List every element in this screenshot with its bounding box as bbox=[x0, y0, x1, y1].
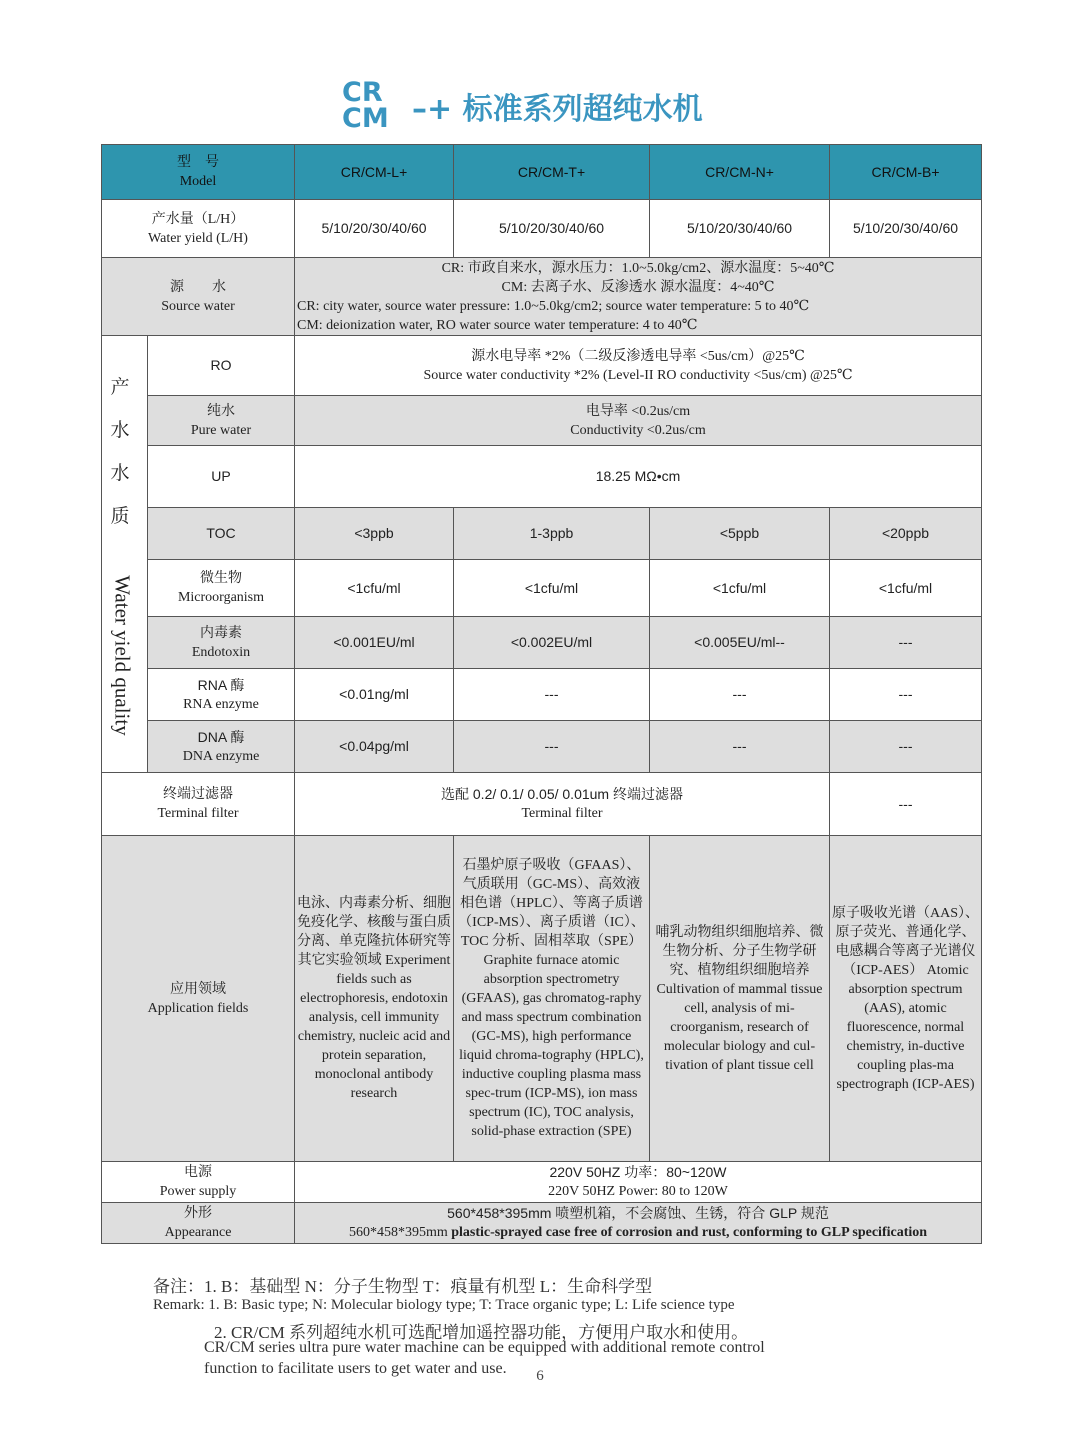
microorganism-value: <1cfu/ml bbox=[830, 560, 982, 617]
dna-row bbox=[102, 721, 982, 773]
water-yield-value: 5/10/20/30/40/60 bbox=[830, 200, 982, 258]
endotoxin-label: 内毒素 Endotoxin bbox=[148, 617, 295, 669]
microorganism-value: <1cfu/ml bbox=[295, 560, 454, 617]
model-label-cell: 型 号 Model bbox=[102, 145, 295, 200]
remark-2-en-a: CR/CM series ultra pure water machine can be equipped with additional remote control bbox=[204, 1339, 765, 1356]
microorganism-value: <1cfu/ml bbox=[650, 560, 830, 617]
power-label: 电源 Power supply bbox=[102, 1162, 295, 1203]
model-b: CR/CM-B+ bbox=[830, 145, 982, 200]
endotoxin-value: --- bbox=[830, 617, 982, 669]
water-yield-value: 5/10/20/30/40/60 bbox=[454, 200, 650, 258]
dna-label: DNA 酶 DNA enzyme bbox=[148, 721, 295, 773]
up-row bbox=[102, 446, 982, 508]
microorganism-value: <1cfu/ml bbox=[454, 560, 650, 617]
toc-value: <5ppb bbox=[650, 508, 830, 560]
water-quality-label-en: Water yield quality bbox=[110, 575, 135, 736]
logo-bottom: CM bbox=[342, 103, 389, 134]
water-yield-row bbox=[102, 200, 982, 258]
spec-table bbox=[101, 144, 982, 1244]
dna-value: <0.04pg/ml bbox=[295, 721, 454, 773]
logo-top: CR bbox=[342, 77, 383, 108]
terminal-filter-b-value: --- bbox=[830, 773, 982, 836]
rna-label: RNA 酶 RNA enzyme bbox=[148, 669, 295, 721]
toc-label: TOC bbox=[148, 508, 295, 560]
terminal-filter-row bbox=[102, 773, 982, 836]
endotoxin-value: <0.002EU/ml bbox=[454, 617, 650, 669]
cr-cm-logo bbox=[342, 77, 402, 134]
toc-value: 1-3ppb bbox=[454, 508, 650, 560]
source-water-value: CR: 市政自来水，源水压力：1.0~5.0kg/cm2、源水温度：5~40℃ CM: 去离子水、反渗透水 源水温度：4~40℃ CR: city water, source water pressure: 1.0~5.0kg/cm2; source water temperature: 5 to 40℃ CM: deionization water, RO water source water temperature: 4 to 40℃ bbox=[295, 258, 982, 336]
model-t: CR/CM-T+ bbox=[454, 145, 650, 200]
application-text-b: 原子吸收光谱（AAS）、原子荧光、普通化学、电感耦合等离子光谱仪（ICP-AES） Atomic absorption spectrum (AAS), atomic fluorescence, normal chemistry, in-ductive coupling plas-ma spectrograph (ICP-AES) bbox=[830, 836, 982, 1162]
dna-value: --- bbox=[454, 721, 650, 773]
rna-value: <0.01ng/ml bbox=[295, 669, 454, 721]
application-text-n: 哺乳动物组织细胞培养、微生物分析、分子生物学研究、植物组织细胞培养 Cultivation of mammal tissue cell, analysis of mi-croorganism, research of molecular biology and cul-tivation of plant tissue cell bbox=[650, 836, 830, 1162]
model-l: CR/CM-L+ bbox=[295, 145, 454, 200]
appearance-label: 外形 Appearance bbox=[102, 1203, 295, 1244]
water-yield-value: 5/10/20/30/40/60 bbox=[650, 200, 830, 258]
endotoxin-value: <0.001EU/ml bbox=[295, 617, 454, 669]
water-yield-value: 5/10/20/30/40/60 bbox=[295, 200, 454, 258]
microorganism-row bbox=[102, 560, 982, 617]
rna-value: --- bbox=[650, 669, 830, 721]
up-label: UP bbox=[148, 446, 295, 508]
remark-1-zh: 备注：1. B：基础型 N：分子生物型 T：痕量有机型 L：生命科学型 bbox=[153, 1277, 653, 1296]
ro-row bbox=[102, 336, 982, 396]
page-title: –+ 标准系列超纯水机 bbox=[412, 92, 703, 127]
appearance-row bbox=[102, 1203, 982, 1244]
ro-value: 源水电导率 *2%（二级反渗透电导率 <5us/cm）@25℃ Source water conductivity *2% (Level-II RO conductivity <5us/cm) @25℃ bbox=[295, 336, 982, 396]
water-quality-group bbox=[102, 336, 148, 773]
application-text-l: 电泳、内毒素分析、细胞免疫化学、核酸与蛋白质分离、单克隆抗体研究等其它实验领域 Experiment fields such as electrophoresis, endotoxin analysis, cell immunity chemistry, nucleic acid and protein separation, monoclonal antibody research bbox=[295, 836, 454, 1162]
water-yield-label: 产水量（L/H） Water yield (L/H) bbox=[102, 200, 295, 258]
pure-water-label: 纯水 Pure water bbox=[148, 396, 295, 446]
toc-value: <20ppb bbox=[830, 508, 982, 560]
terminal-filter-value: 选配 0.2/ 0.1/ 0.05/ 0.01um 终端过滤器 Terminal filter bbox=[295, 773, 830, 836]
pure-water-row bbox=[102, 396, 982, 446]
dna-value: --- bbox=[650, 721, 830, 773]
source-water-label: 源 水 Source water bbox=[102, 258, 295, 336]
remark-2-en-b: function to facilitate users to get water and use. bbox=[204, 1360, 507, 1377]
page-number: 6 bbox=[536, 1368, 544, 1384]
model-n: CR/CM-N+ bbox=[650, 145, 830, 200]
page-header bbox=[0, 78, 1080, 138]
power-value: 220V 50HZ 功率：80~120W 220V 50HZ Power: 80 to 120W bbox=[295, 1162, 982, 1203]
toc-row bbox=[102, 508, 982, 560]
water-quality-label-zh: 产水水质 bbox=[110, 377, 130, 527]
application-label: 应用领域 Application fields bbox=[102, 836, 295, 1162]
endotoxin-value: <0.005EU/ml-- bbox=[650, 617, 830, 669]
toc-value: <3ppb bbox=[295, 508, 454, 560]
rna-value: --- bbox=[454, 669, 650, 721]
application-text-t: 石墨炉原子吸收（GFAAS）、气质联用（GC-MS）、高效液相色谱（HPLC）、等离子质谱（ICP-MS）、离子质谱（IC）、TOC 分析、固相萃取（SPE） Graphite furnace atomic absorption spectrometry (GFAAS), gas chromatog-raphy and mass spectrum combination (GC-MS), high performance liquid chroma-tography (HPLC), inductive coupling plasma mass spec-trum (ICP-MS), ion mass spectrum (IC), TOC analysis, solid-phase extraction (SPE) bbox=[454, 836, 650, 1162]
header-row bbox=[102, 145, 982, 200]
rna-value: --- bbox=[830, 669, 982, 721]
remark-2-zh: 2. CR/CM 系列超纯水机可选配增加遥控器功能，方便用户取水和使用。 bbox=[214, 1323, 749, 1342]
ro-label: RO bbox=[148, 336, 295, 396]
power-row bbox=[102, 1162, 982, 1203]
appearance-value: 560*458*395mm 喷塑机箱，不会腐蚀、生锈，符合 GLP 规范 560*458*395mm plastic-sprayed case free of corrosion and rust, conforming to GLP specification bbox=[295, 1203, 982, 1244]
up-value: 18.25 MΩ•cm bbox=[295, 446, 982, 508]
microorganism-label: 微生物 Microorganism bbox=[148, 560, 295, 617]
pure-water-value: 电导率 <0.2us/cm Conductivity <0.2us/cm bbox=[295, 396, 982, 446]
endotoxin-row bbox=[102, 617, 982, 669]
rna-row bbox=[102, 669, 982, 721]
source-water-row bbox=[102, 258, 982, 336]
dna-value: --- bbox=[830, 721, 982, 773]
remark-1-en: Remark: 1. B: Basic type; N: Molecular biology type; T: Trace organic type; L: Life science type bbox=[153, 1297, 735, 1313]
application-row bbox=[102, 836, 982, 1162]
terminal-filter-label: 终端过滤器 Terminal filter bbox=[102, 773, 295, 836]
